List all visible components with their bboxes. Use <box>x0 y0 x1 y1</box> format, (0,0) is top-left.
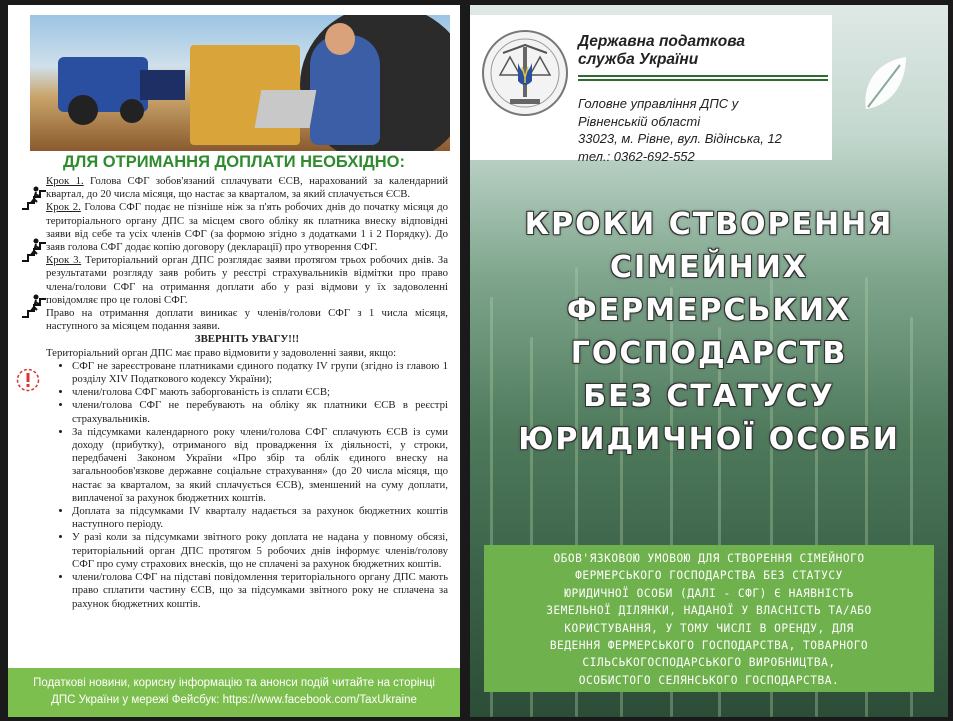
divider <box>578 79 828 81</box>
stairs-icon <box>20 237 48 263</box>
office-address: Головне управління ДПС у Рівненській області 33023, м. Рівне, вул. Відінська, 12 тел.: 0362-692-552 <box>578 96 782 164</box>
stairs-icon <box>20 185 48 211</box>
page-heading: ДЛЯ ОТРИМАННЯ ДОПЛАТИ НЕОБХІДНО: <box>63 153 405 171</box>
right-note: Право на отримання доплати виникає у членів/голови СФГ з 1 числа місяця, наступного за місяцем подання заяви. <box>46 307 448 333</box>
divider <box>578 75 828 77</box>
leaflet-right-page <box>470 5 948 717</box>
footer-line: Податкові новини, корисну інформацію та анонси подій читайте на сторінці <box>33 677 435 689</box>
warning-title: ЗВЕРНІТЬ УВАГУ!!! <box>194 333 300 346</box>
org-name: Державна податкова служба України <box>578 33 745 68</box>
list-item: • За підсумками календарного року члени/голова СФГ сплачують ЄСВ із суми доходу (прибутку), отриманого від провадження їх діяльності, у строки, передбачені Законом України «Про збір та облік єдиного внеску на загальнообов'язкове державне соціальне страхування» (до 20 числа місяця, що настає за кварталом, за який сплачується ЄСВ), зменшений на суму доплати, виплаченої за рахунок бюджетних коштів. <box>72 426 448 505</box>
list-item: • Доплата за підсумками IV кварталу надається за рахунок бюджетних коштів наступного періоду. <box>72 505 448 531</box>
list-item: • члени/голова СФГ не перебувають на обліку як платники ЄСВ в реєстрі страхувальників. <box>72 399 448 425</box>
farmer-photo <box>30 15 450 151</box>
refusal-list <box>46 360 448 611</box>
steps-content <box>46 175 448 611</box>
step-1: Крок 1. Голова СФГ зобов'язаний сплачувати ЄСВ, нарахований за календарний квартал, до 20 числа місяця, що настає за кварталом, за який сплачується ЄСВ. <box>46 175 448 201</box>
stairs-icon <box>20 293 48 319</box>
warning-intro: Територіальний орган ДПС має право відмовити у задоволенні заяви, якщо: <box>46 346 397 359</box>
list-item: • СФГ не зареєстроване платниками єдиного податку IV групи (згідно із главою 1 розділу XIV Податкового кодексу України); <box>72 360 448 386</box>
header-box <box>470 15 832 164</box>
footer-link[interactable]: ДПС України у мережі Фейсбук: https://www.facebook.com/TaxUkraine <box>51 694 417 706</box>
alert-icon <box>16 368 40 392</box>
leaf-icon <box>860 53 910 113</box>
list-item: • члени/голова СФГ мають заборгованість із сплати ЄСВ; <box>72 386 448 399</box>
footer-banner <box>8 668 460 717</box>
list-item: • члени/голова СФГ на підставі повідомлення територіального органу ДПС мають право сплатити частину ЄСВ, що за підсумками звітного року не сплачена за рахунок бюджетних коштів. <box>72 571 448 611</box>
step-3: Крок 3. Територіальний орган ДПС розглядає заяви протягом трьох робочих днів. За результатами розгляду заяв робить у реєстрі страхувальників відмітки про право члена/голови СФГ на отримання доплати або у разі відмови у їх задоволенні повідомляє про це голові СФГ. <box>46 254 449 306</box>
leaflet-title: КРОКИ СТВОРЕННЯ СІМЕЙНИХ ФЕРМЕРСЬКИХ ГОСПОДАРСТВ БЕЗ СТАТУСУ ЮРИДИЧНОЇ ОСОБИ <box>518 207 900 457</box>
info-box: ОБОВ'ЯЗКОВОЮ УМОВОЮ ДЛЯ СТВОРЕННЯ СІМЕЙНОГО ФЕРМЕРСЬКОГО ГОСПОДАРСТВА БЕЗ СТАТУСУ ЮРИДИЧНОЇ ОСОБИ (ДАЛІ - СФГ) Є НАЯВНІСТЬ ЗЕМЕЛЬНОЇ ДІЛЯНКИ, НАДАНОЇ У ВЛАСНІСТЬ ТА/АБО КОРИСТУВАННЯ, У ТОМУ ЧИСЛІ В ОРЕНДУ, ДЛЯ ВЕДЕННЯ ФЕРМЕРСЬКОГО ГОСПОДАРСТВА, ТОВАРНОГО СІЛЬСЬКОГОСПОДАРСЬКОГО ВИРОБНИЦТВА, ОСОБИСТОГО СЕЛЯНСЬКОГО ГОСПОДАРСТВА. <box>484 545 934 692</box>
step-2: Крок 2. Голова СФГ подає не пізніше ніж за п'ять робочих днів до початку місяця до територіального органу ДПС за місцем свого обліку як платника внеску відповідні заяви від себе та усіх членів СФГ (за формою згідно з додатками 1 і 2 Порядку). До заяв голова СФГ додає копію договору (декларації) про утворення СФГ. <box>46 201 448 254</box>
tax-service-logo <box>478 23 572 133</box>
leaflet-left-page <box>8 5 460 717</box>
list-item: • У разі коли за підсумками звітного року доплата не надана у повному обсязі, територіальний орган ДПС протягом 5 робочих днів інформує членів/голову СФГ про суму страхових внесків, що не сплачені за рахунок бюджетних коштів. <box>72 531 448 571</box>
